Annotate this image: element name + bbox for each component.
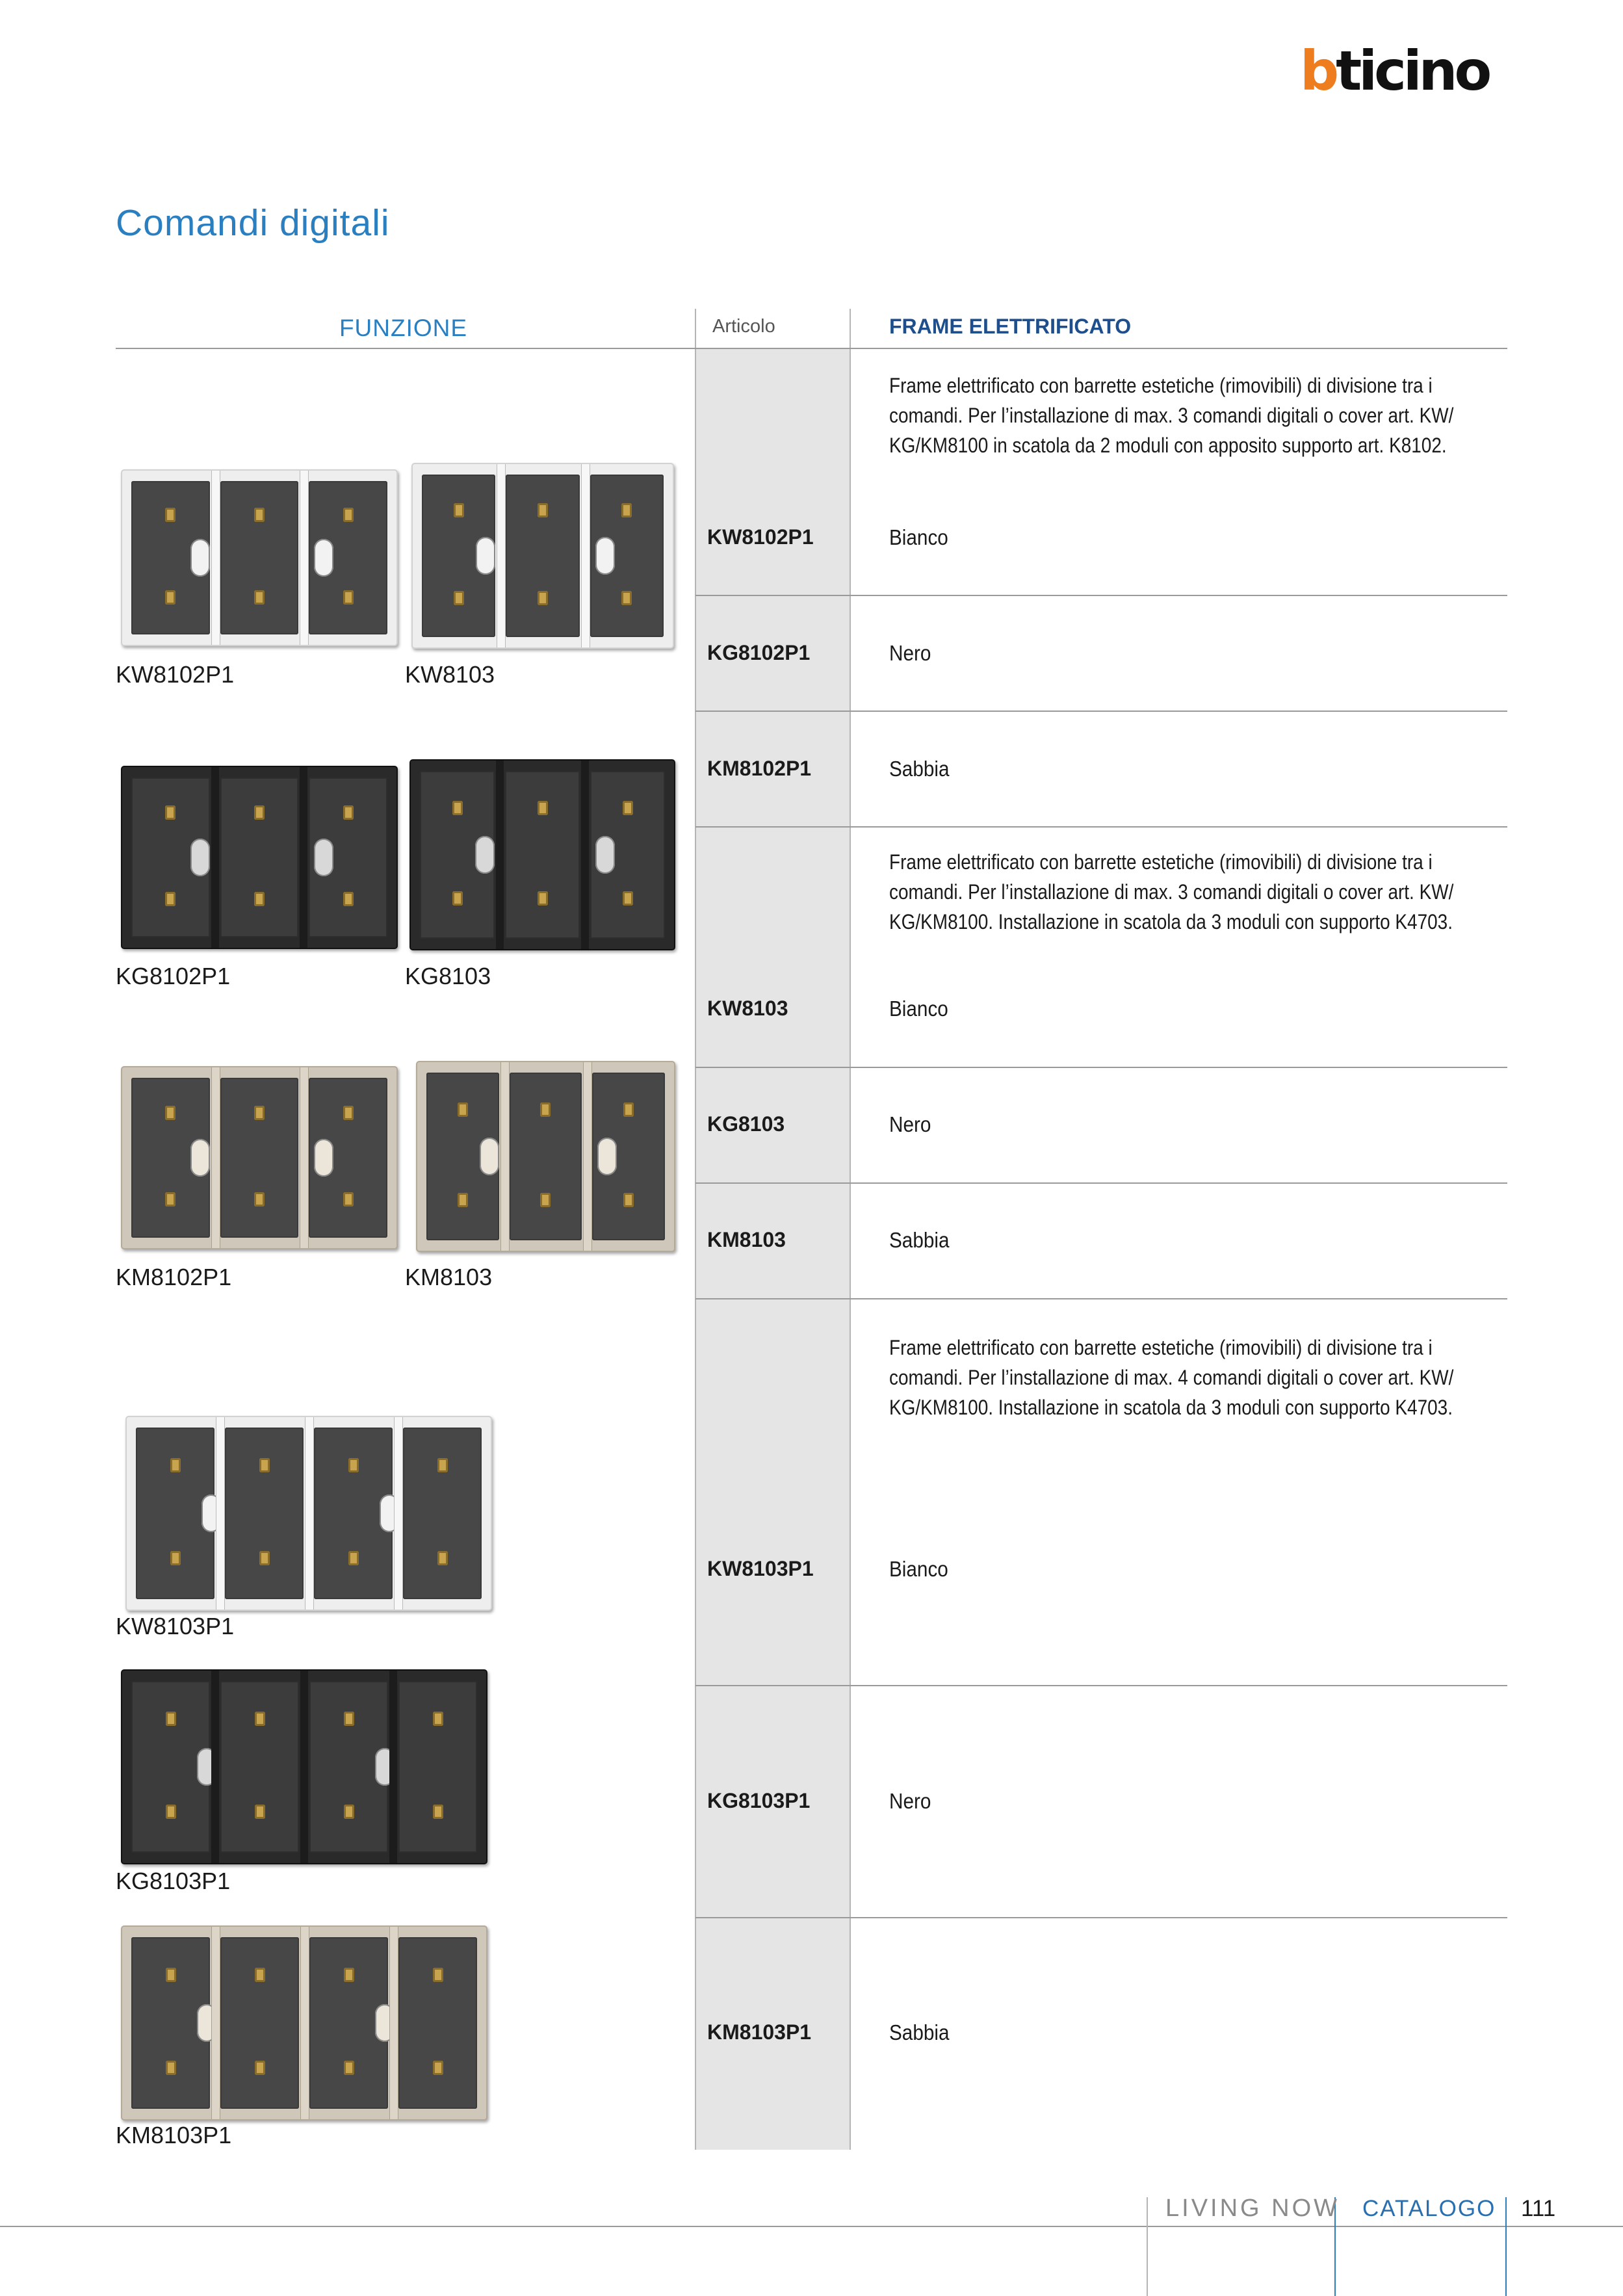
footer-divider xyxy=(1147,2197,1148,2296)
contact-pin xyxy=(621,591,632,605)
fixing-slot xyxy=(190,839,210,876)
contact-pin xyxy=(254,1192,265,1207)
frame-module xyxy=(225,1428,304,1599)
page-title: Comandi digitali xyxy=(116,202,390,244)
frame-module xyxy=(220,1078,299,1238)
contact-pin xyxy=(255,1712,265,1726)
bticino-logo xyxy=(1300,39,1511,103)
contact-pin xyxy=(344,1712,354,1726)
frame-module xyxy=(131,481,210,634)
frame-module xyxy=(309,1681,388,1853)
contact-pin xyxy=(623,891,633,906)
divider-bar xyxy=(300,767,307,948)
article-code: KW8102P1 xyxy=(707,525,814,549)
contact-pin xyxy=(621,503,632,517)
frame-module xyxy=(403,1428,482,1599)
image-caption: KG8103 xyxy=(405,963,491,989)
fixing-slot xyxy=(314,539,333,577)
frame-picture-sand xyxy=(121,1925,487,2120)
frame-module xyxy=(506,475,579,637)
frame-picture-white xyxy=(121,469,398,646)
image-caption: KW8103 xyxy=(405,661,495,688)
image-caption: KG8103P1 xyxy=(116,1868,231,1894)
row-separator xyxy=(695,711,1507,712)
frame-module xyxy=(131,1681,210,1853)
divider-bar xyxy=(305,1417,314,1610)
image-caption: KM8103 xyxy=(405,1264,493,1290)
contact-pin xyxy=(454,503,464,517)
contact-pin xyxy=(255,1805,265,1819)
frame-module xyxy=(592,1073,665,1240)
column-header-funzione: FUNZIONE xyxy=(339,315,468,341)
frame-module xyxy=(220,777,299,937)
frame-module xyxy=(510,1073,582,1240)
contact-pin xyxy=(170,1551,181,1565)
divider-bar xyxy=(211,1671,219,1863)
contact-pin xyxy=(623,1193,634,1207)
frame-module xyxy=(314,1428,393,1599)
image-caption: KM8103P1 xyxy=(116,2122,232,2148)
article-code: KM8103 xyxy=(707,1228,786,1251)
contact-pin xyxy=(437,1458,448,1472)
divider-bar xyxy=(389,1927,398,2119)
frame-module xyxy=(590,475,664,637)
divider-bar xyxy=(216,1417,225,1610)
column-divider xyxy=(695,309,696,2150)
divider-bar xyxy=(394,1417,403,1610)
contact-pin xyxy=(454,591,464,605)
article-colour: Nero xyxy=(889,1789,931,1813)
contact-pin xyxy=(344,1805,354,1819)
contact-pin xyxy=(166,2061,176,2075)
fixing-slot xyxy=(314,839,333,876)
contact-pin xyxy=(166,1805,176,1819)
contact-pin xyxy=(254,1106,265,1120)
page-number: 111 xyxy=(1521,2196,1556,2221)
contact-pin xyxy=(348,1551,359,1565)
article-colour: Bianco xyxy=(889,525,948,549)
group-description: Frame elettrificato con barrette estetiche (rimovibili) di divisione tra i comandi. Per l’installazione di max. 3 comandi digitali o cover art. KW/ KG/KM8100 in scatola da 2 moduli con apposito supporto art. K8102. xyxy=(889,374,1454,457)
contact-pin xyxy=(433,1712,443,1726)
image-caption: KW8103P1 xyxy=(116,1613,235,1639)
column-divider xyxy=(850,309,851,2150)
article-code: KW8103 xyxy=(707,997,788,1020)
contact-pin xyxy=(452,891,463,906)
fixing-slot xyxy=(190,539,210,577)
column-header-articolo: Articolo xyxy=(712,316,775,337)
divider-bar xyxy=(211,1927,220,2119)
article-code: KG8103P1 xyxy=(707,1789,811,1812)
frame-picture-sand xyxy=(121,1066,398,1249)
logo-rest: ticino xyxy=(1336,39,1489,103)
divider-bar xyxy=(211,1067,220,1248)
contact-pin xyxy=(433,1805,443,1819)
footer-series: LIVING NOW xyxy=(1165,2195,1340,2222)
contact-pin xyxy=(254,892,265,906)
article-colour: Bianco xyxy=(889,1557,948,1581)
contact-pin xyxy=(540,1193,551,1207)
contact-pin xyxy=(255,2061,265,2075)
frame-picture-black xyxy=(409,759,675,950)
contact-pin xyxy=(433,2061,443,2075)
frame-module xyxy=(309,1937,388,2109)
frame-module xyxy=(398,1681,477,1853)
article-colour: Bianco xyxy=(889,997,948,1021)
article-colour: Sabbia xyxy=(889,1228,950,1252)
frame-module xyxy=(422,475,495,637)
row-separator xyxy=(695,1067,1507,1068)
row-separator xyxy=(695,1182,1507,1184)
frame-module xyxy=(309,777,387,937)
frame-module xyxy=(131,777,210,937)
contact-pin xyxy=(166,1712,176,1726)
frame-picture-white xyxy=(125,1416,492,1611)
frame-module xyxy=(136,1428,214,1599)
contact-pin xyxy=(437,1551,448,1565)
contact-pin xyxy=(165,508,175,522)
group-description: Frame elettrificato con barrette estetiche (rimovibili) di divisione tra i comandi. Per l’installazione di max. 3 comandi digitali o cover art. KW/ KG/KM8100. Installazione in scatola da 3 moduli con supporto K4703. xyxy=(889,850,1454,933)
divider-bar xyxy=(581,464,590,647)
frame-module xyxy=(220,1681,299,1853)
logo-b: b xyxy=(1300,39,1336,103)
contact-pin xyxy=(254,590,265,605)
frame-picture-sand xyxy=(416,1061,675,1252)
contact-pin xyxy=(343,892,354,906)
contact-pin xyxy=(623,801,633,815)
fixing-slot xyxy=(595,836,615,874)
frame-module xyxy=(398,1937,477,2109)
contact-pin xyxy=(343,1192,354,1207)
contact-pin xyxy=(165,1106,175,1120)
frame-module xyxy=(505,771,580,939)
fixing-slot xyxy=(314,1139,333,1177)
contact-pin xyxy=(458,1193,468,1207)
divider-bar xyxy=(496,761,504,949)
contact-pin xyxy=(255,1968,265,1982)
contact-pin xyxy=(343,1106,354,1120)
divider-bar xyxy=(389,1671,397,1863)
contact-pin xyxy=(452,801,463,815)
contact-pin xyxy=(348,1458,359,1472)
contact-pin xyxy=(259,1551,270,1565)
article-colour: Sabbia xyxy=(889,757,950,781)
image-caption: KW8102P1 xyxy=(116,661,235,688)
contact-pin xyxy=(165,892,175,906)
frame-module xyxy=(426,1073,499,1240)
group-description: Frame elettrificato con barrette estetiche (rimovibili) di divisione tra i comandi. Per l’installazione di max. 4 comandi digitali o cover art. KW/ KG/KM8100. Installazione in scatola da 3 moduli con supporto K4703. xyxy=(889,1336,1454,1419)
article-code: KM8102P1 xyxy=(707,757,812,780)
row-separator xyxy=(695,1685,1507,1686)
fixing-slot xyxy=(480,1138,499,1175)
footer-rule xyxy=(0,2226,1623,2227)
divider-bar xyxy=(583,1062,592,1251)
article-code: KM8103P1 xyxy=(707,2020,812,2044)
contact-pin xyxy=(538,891,548,906)
footer-divider xyxy=(1505,2197,1507,2296)
row-separator xyxy=(695,826,1507,828)
frame-module xyxy=(590,771,665,939)
divider-bar xyxy=(300,1671,308,1863)
contact-pin xyxy=(344,2061,354,2075)
fixing-slot xyxy=(190,1139,210,1177)
contact-pin xyxy=(259,1458,270,1472)
contact-pin xyxy=(538,801,548,815)
contact-pin xyxy=(433,1968,443,1982)
frame-picture-black xyxy=(121,1669,487,1864)
contact-pin xyxy=(344,1968,354,1982)
contact-pin xyxy=(538,503,548,517)
frame-module xyxy=(220,481,299,634)
frame-picture-white xyxy=(411,463,674,649)
frame-picture-black xyxy=(121,766,398,949)
contact-pin xyxy=(166,1968,176,1982)
article-code: KW8103P1 xyxy=(707,1557,814,1580)
contact-pin xyxy=(458,1102,468,1117)
frame-module xyxy=(420,771,495,939)
article-code: KG8102P1 xyxy=(707,641,811,664)
divider-bar xyxy=(300,1927,309,2119)
section-header: FRAME ELETTRIFICATO xyxy=(889,315,1132,338)
divider-bar xyxy=(581,761,589,949)
divider-bar xyxy=(211,767,219,948)
frame-module xyxy=(309,1078,387,1238)
image-caption: KM8102P1 xyxy=(116,1264,232,1290)
article-colour: Sabbia xyxy=(889,2020,950,2044)
divider-bar xyxy=(211,471,220,645)
divider-bar xyxy=(497,464,506,647)
contact-pin xyxy=(538,591,548,605)
frame-module xyxy=(131,1937,210,2109)
contact-pin xyxy=(343,590,354,605)
contact-pin xyxy=(254,805,265,820)
contact-pin xyxy=(170,1458,181,1472)
image-caption: KG8102P1 xyxy=(116,963,231,989)
article-colour: Nero xyxy=(889,1112,931,1136)
divider-bar xyxy=(500,1062,510,1251)
contact-pin xyxy=(540,1102,551,1117)
contact-pin xyxy=(343,508,354,522)
row-separator xyxy=(695,595,1507,596)
contact-pin xyxy=(165,590,175,605)
contact-pin xyxy=(165,805,175,820)
frame-module xyxy=(131,1078,210,1238)
contact-pin xyxy=(343,805,354,820)
fixing-slot xyxy=(597,1138,617,1175)
article-colour: Nero xyxy=(889,641,931,665)
contact-pin xyxy=(623,1102,634,1117)
divider-bar xyxy=(300,471,309,645)
header-rule xyxy=(116,348,1507,349)
article-code: KG8103 xyxy=(707,1112,785,1136)
frame-module xyxy=(309,481,387,634)
fixing-slot xyxy=(476,537,495,575)
fixing-slot xyxy=(595,537,615,575)
contact-pin xyxy=(254,508,265,522)
frame-module xyxy=(220,1937,299,2109)
contact-pin xyxy=(165,1192,175,1207)
fixing-slot xyxy=(475,836,495,874)
row-separator xyxy=(695,1917,1507,1918)
row-separator xyxy=(695,1298,1507,1299)
divider-bar xyxy=(300,1067,309,1248)
footer-section: CATALOGO xyxy=(1362,2196,1496,2221)
